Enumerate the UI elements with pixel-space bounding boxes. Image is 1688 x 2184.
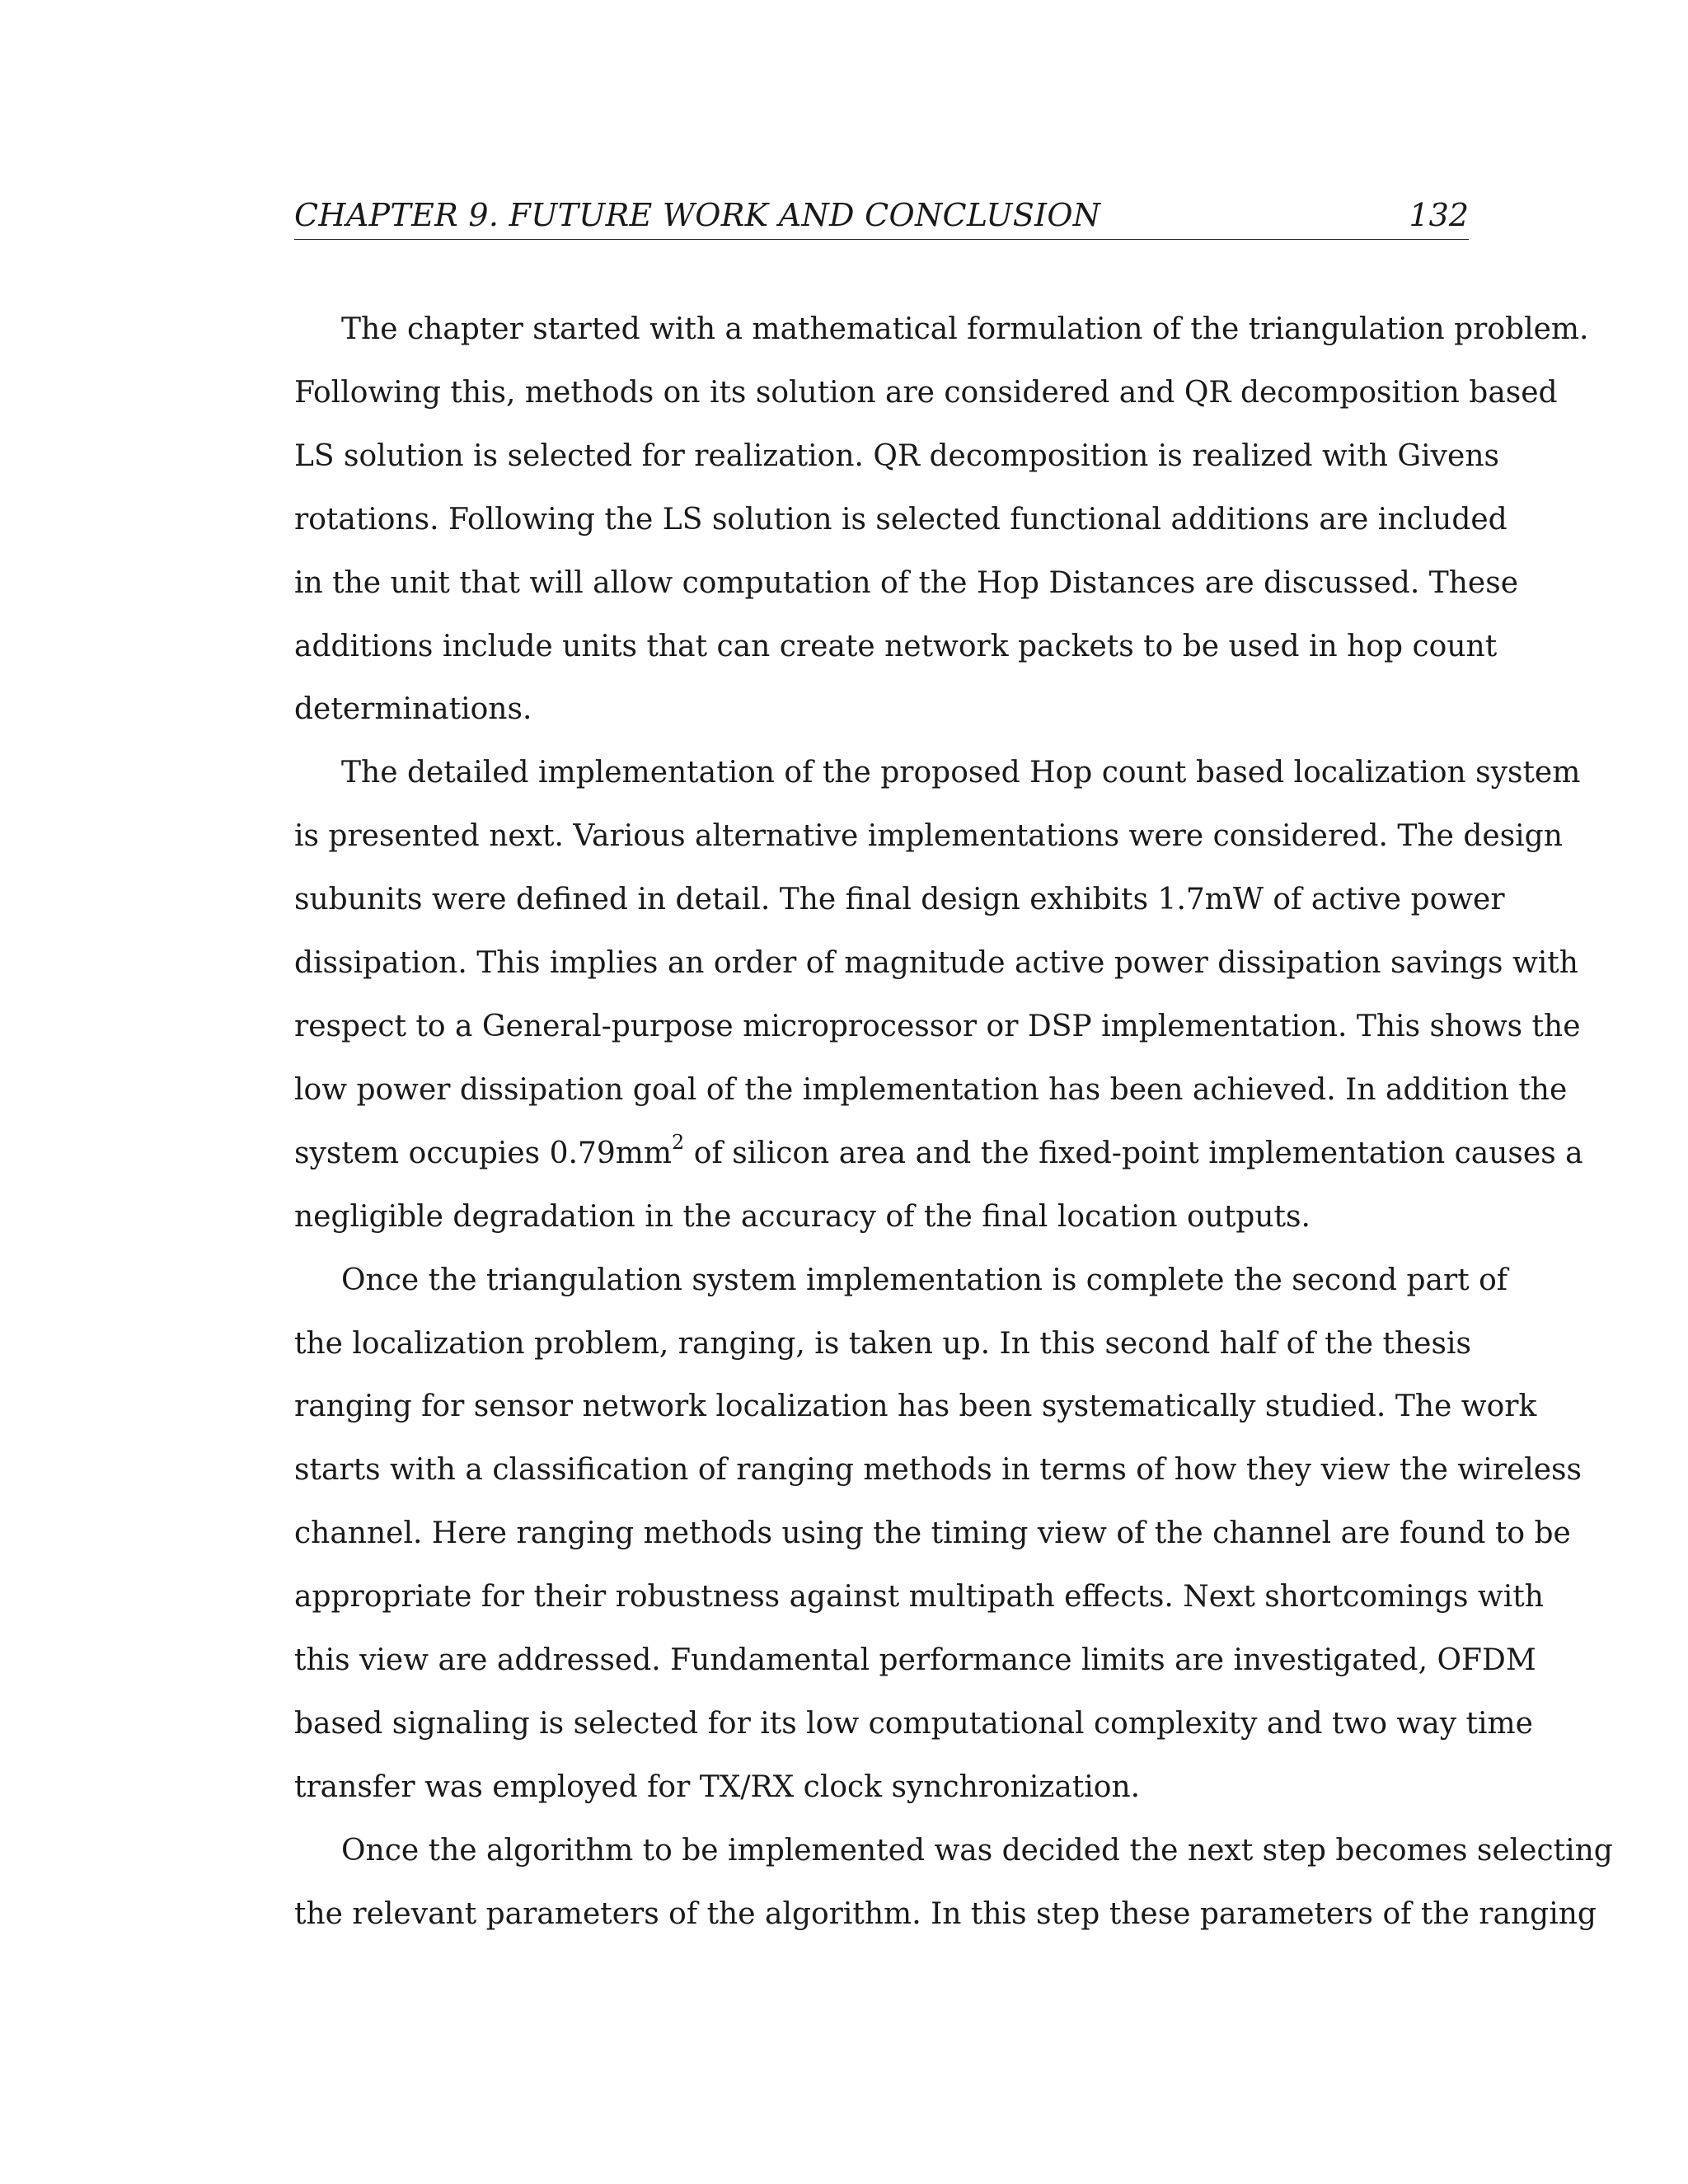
paragraph [294, 298, 1589, 742]
text-line: additions include units that can create network packets to be used in hop count [294, 629, 1498, 663]
running-header [294, 191, 1469, 240]
text-line: LS solution is selected for realization. QR decomposition is realized with Givens [294, 438, 1499, 473]
text-line: Once the algorithm to be implemented was decided the next step becomes selecting [341, 1833, 1613, 1868]
text-line: determinations. [294, 692, 532, 727]
text-line: Once the triangulation system implementation is complete the second part of [341, 1263, 1508, 1297]
text-line: low power dissipation goal of the implementation has been achieved. In addition the [294, 1072, 1568, 1107]
text-line: ranging for sensor network localization has been systematically studied. The work [294, 1390, 1537, 1424]
text-line: The chapter started with a mathematical formulation of the triangulation problem. [341, 312, 1589, 346]
text-line: The detailed implementation of the proposed Hop count based localization system [341, 756, 1581, 790]
chapter-title: CHAPTER 9. FUTURE WORK AND CONCLUSION [294, 197, 1101, 233]
text-line: appropriate for their robustness against multipath effects. Next shortcomings with [294, 1580, 1544, 1615]
text-line: Following this, methods on its solution are considered and QR decomposition based [294, 375, 1558, 410]
text-line: the relevant parameters of the algorithm. In this step these parameters of the ranging [294, 1896, 1597, 1931]
paragraph [294, 1820, 1613, 1947]
text-line: the localization problem, ranging, is taken up. In this second half of the thesis [294, 1326, 1471, 1361]
body-text [294, 298, 1613, 1947]
text-line: based signaling is selected for its low computational complexity and two way time [294, 1706, 1533, 1741]
text-run: system occupies 0.79mm [294, 1136, 673, 1170]
text-line: respect to a General-purpose microprocessor or DSP implementation. This shows the [294, 1009, 1581, 1043]
page-number: 132 [1409, 197, 1469, 233]
superscript: 2 [672, 1130, 685, 1154]
text-line: negligible degradation in the accuracy of the final location outputs. [294, 1199, 1311, 1234]
paragraph [294, 1249, 1582, 1820]
text-line: rotations. Following the LS solution is selected functional additions are included [294, 502, 1507, 537]
text-line [294, 1122, 1583, 1186]
text-line: this view are addressed. Fundamental performance limits are investigated, OFDM [294, 1643, 1536, 1678]
text-line: subunits were defined in detail. The final design exhibits 1.7mW of active power [294, 883, 1505, 917]
paragraph [294, 742, 1583, 1249]
text-line: dissipation. This implies an order of magnitude active power dissipation savings with [294, 946, 1578, 981]
text-line: transfer was employed for TX/RX clock synchronization. [294, 1769, 1141, 1804]
text-line: is presented next. Various alternative implementations were considered. The design [294, 819, 1563, 854]
text-line: in the unit that will allow computation of the Hop Distances are discussed. These [294, 565, 1519, 600]
text-line: channel. Here ranging methods using the timing view of the channel are found to be [294, 1516, 1571, 1551]
text-line: starts with a classification of ranging methods in terms of how they view the wireless [294, 1453, 1582, 1488]
text-run: of silicon area and the fixed-point implementation causes a [684, 1136, 1583, 1170]
